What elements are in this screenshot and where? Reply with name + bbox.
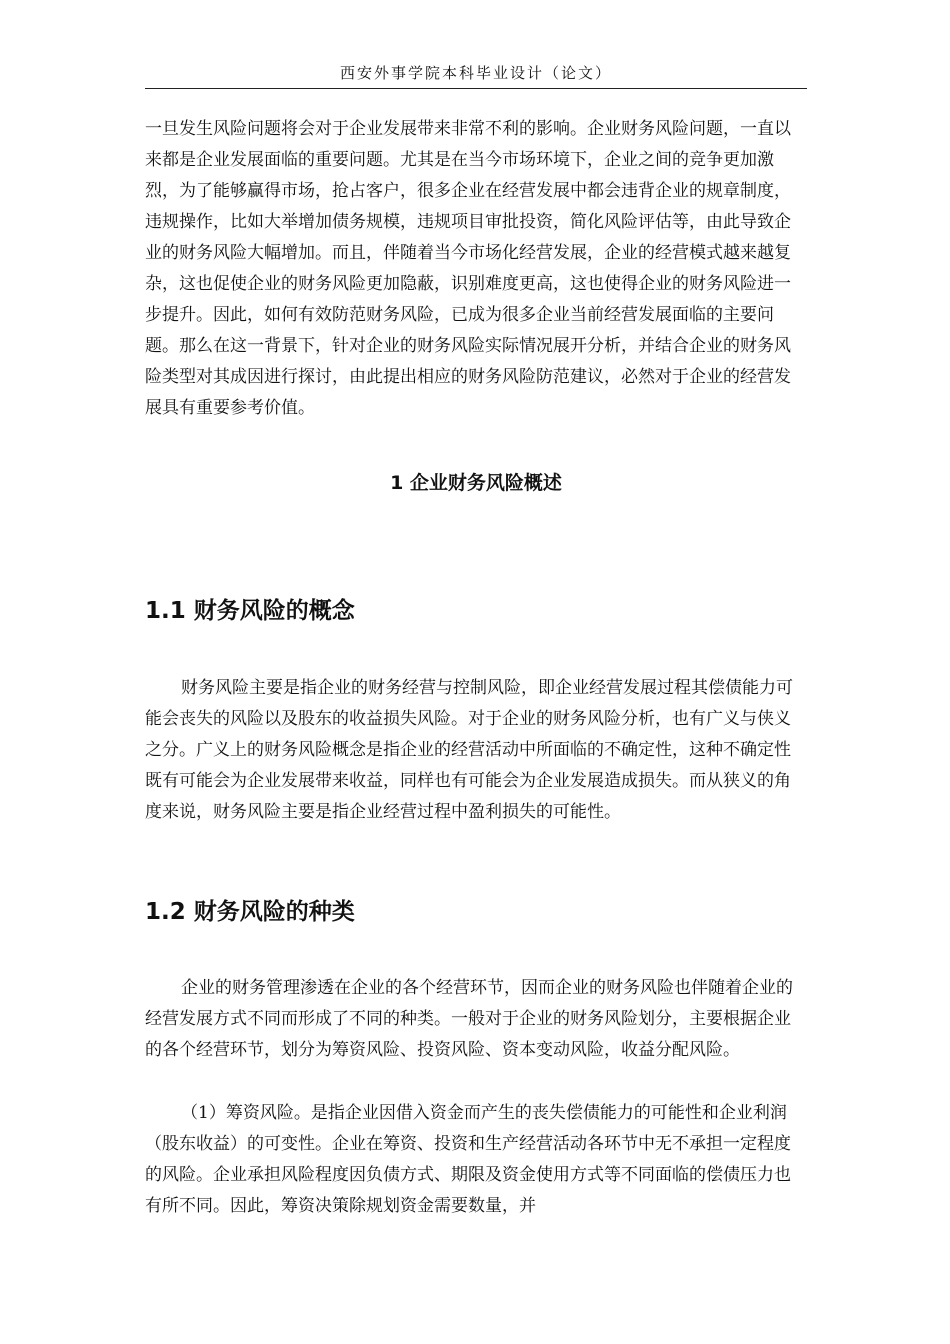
section-heading-1-2: 1.2 财务风险的种类	[145, 899, 355, 925]
intro-paragraph: 一旦发生风险问题将会对于企业发展带来非常不利的影响。企业财务风险问题，一直以来都是企业发展面临的重要问题。尤其是在当今市场环境下，企业之间的竞争更加激烈，为了能够赢得市场，抢占客户，很多企业在经营发展中都会违背企业的规章制度，违规操作，比如大举增加债务规模，违规项目审批投资，简化风险评估等，由此导致企业的财务风险大幅增加。而且，伴随着当今市场化经营发展，企业的经营模式越来越复杂，这也促使企业的财务风险更加隐蔽，识别难度更高，这也使得企业的财务风险进一步提升。因此，如何有效防范财务风险，已成为很多企业当前经营发展面临的主要问题。那么在这一背景下，针对企业的财务风险实际情况展开分析，并结合企业的财务风险类型对其成因进行探讨，由此提出相应的财务风险防范建议，必然对于企业的经营发展具有重要参考价值。	[145, 119, 791, 418]
section-heading-1-1: 1.1 财务风险的概念	[145, 598, 355, 624]
running-header: 西安外事学院本科毕业设计（论文）	[339, 64, 612, 82]
types-paragraph: 企业的财务管理渗透在企业的各个经营环节，因而企业的财务风险也伴随着企业的经营发展方式不同而形成了不同的种类。一般对于企业的财务风险划分，主要根据企业的各个经营环节，划分为筹资风险、投资风险、资本变动风险，收益分配风险。	[145, 978, 793, 1060]
header-divider	[145, 88, 807, 89]
financing-risk-paragraph: （1）筹资风险。是指企业因借入资金而产生的丧失偿债能力的可能性和企业利润（股东收益）的可变性。企业在筹资、投资和生产经营活动各环节中无不承担一定程度的风险。企业承担风险程度因负债方式、期限及资金使用方式等不同面临的偿债压力也有所不同。因此，筹资决策除规划资金需要数量，并	[145, 1103, 791, 1216]
chapter-heading: 1 企业财务风险概述	[390, 472, 562, 494]
concept-paragraph: 财务风险主要是指企业的财务经营与控制风险，即企业经营发展过程其偿债能力可能会丧失的风险以及股东的收益损失风险。对于企业的财务风险分析，也有广义与侠义之分。广义上的财务风险概念是指企业的经营活动中所面临的不确定性，这种不确定性既有可能会为企业发展带来收益，同样也有可能会为企业发展造成损失。而从狭义的角度来说，财务风险主要是指企业经营过程中盈利损失的可能性。	[145, 678, 793, 822]
